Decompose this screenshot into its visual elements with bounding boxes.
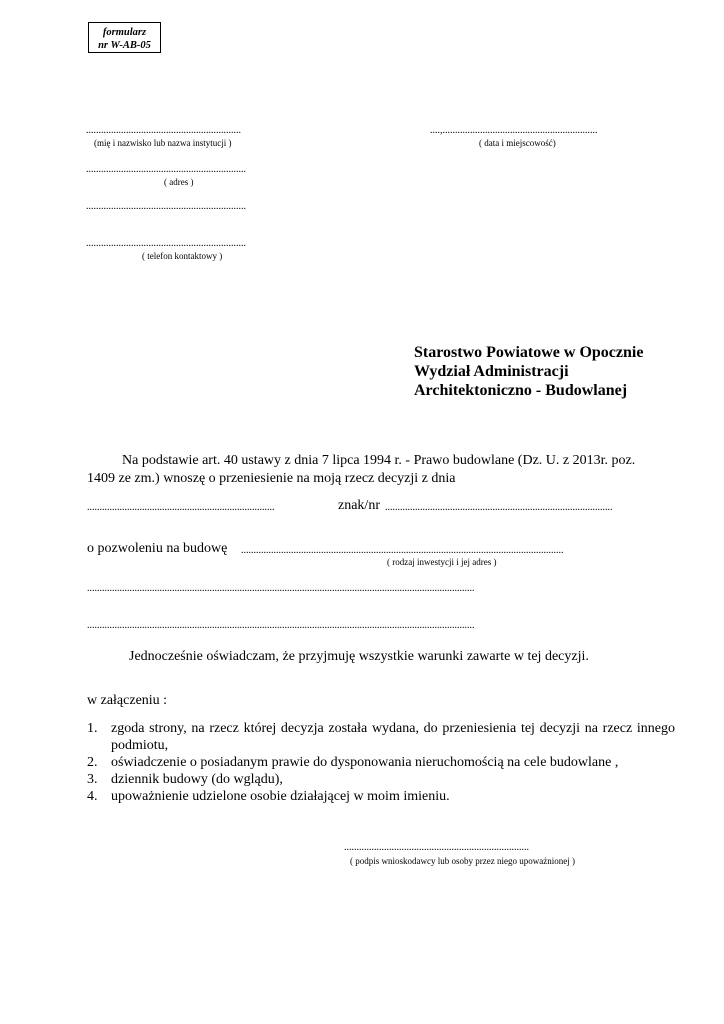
attachment-number: 1. (87, 721, 98, 736)
phone-caption: ( telefon kontaktowy ) (142, 251, 223, 261)
addressee-block (414, 343, 643, 400)
form-number-box (88, 22, 161, 53)
attachments-heading: w załączeniu : (87, 693, 168, 708)
permit-label: o pozwoleniu na budowę (87, 541, 228, 556)
address-caption: ( adres ) (164, 177, 194, 187)
address-field-1[interactable]: ................................................................ (86, 164, 246, 175)
znak-label: znak/nr (338, 498, 380, 513)
permit-extra-field-2[interactable]: ........................................................................................................................................................... (87, 620, 475, 631)
address-field-2[interactable]: ................................................................ (86, 201, 246, 212)
addressee-line2: Wydział Administracji (414, 363, 569, 380)
decision-number-field[interactable]: ........................................................................................... (385, 502, 613, 513)
attachment-text: dziennik budowy (do wglądu), (111, 772, 283, 787)
attachment-text: oświadczenie o posiadanym prawie do dysponowania nieruchomością na cele budowlane , (111, 755, 619, 770)
decision-date-field[interactable]: ........................................................................... (87, 502, 275, 513)
signature-field[interactable]: .......................................................................... (344, 842, 529, 853)
attachment-item (87, 788, 675, 805)
attachment-number: 2. (87, 755, 98, 770)
name-field[interactable]: .............................................................. (86, 125, 241, 136)
form-label-line1: formularz (102, 27, 147, 38)
attachment-text: zgoda strony, na rzecz której decyzja została wydana, do przeniesienia tej decyzji na rzecz innego podmiotu, (111, 721, 675, 753)
phone-field[interactable]: ................................................................ (86, 238, 246, 249)
attachment-item (87, 771, 675, 788)
addressee-line3: Architektoniczno - Budowlanej (414, 382, 628, 399)
date-field[interactable]: ....,.............................................................. (430, 125, 598, 136)
addressee-line1: Starostwo Powiatowe w Opocznie (414, 344, 644, 361)
intro-line1: Na podstawie art. 40 ustawy z dnia 7 lipca 1994 r. - Prawo budowlane (Dz. U. z 2013r. poz. (122, 453, 636, 468)
signature-caption: ( podpis wnioskodawcy lub osoby przez niego upoważnionej ) (350, 856, 575, 866)
permit-extra-field-1[interactable]: ........................................................................................................................................................... (87, 583, 475, 594)
attachment-text: upoważnienie udzielone osobie działającej w moim imieniu. (111, 789, 450, 804)
permit-caption: ( rodzaj inwestycji i jej adres ) (387, 557, 497, 567)
attachment-number: 4. (87, 789, 98, 804)
date-caption: ( data i miejscowość) (479, 138, 556, 148)
attachment-item (87, 720, 675, 754)
form-label-line2: nr W-AB-05 (98, 40, 151, 51)
permit-field[interactable]: ................................................................................................................................. (241, 545, 564, 556)
name-caption: (mię i nazwisko lub nazwa instytucji ) (94, 138, 232, 148)
attachment-item (87, 754, 675, 771)
attachment-number: 3. (87, 772, 98, 787)
declaration-text: Jednocześnie oświadczam, że przyjmuję wszystkie warunki zawarte w tej decyzji. (129, 649, 589, 664)
intro-line2: 1409 ze zm.) wnoszę o przeniesienie na moją rzecz decyzji z dnia (87, 471, 456, 486)
attachments-list (87, 720, 675, 805)
